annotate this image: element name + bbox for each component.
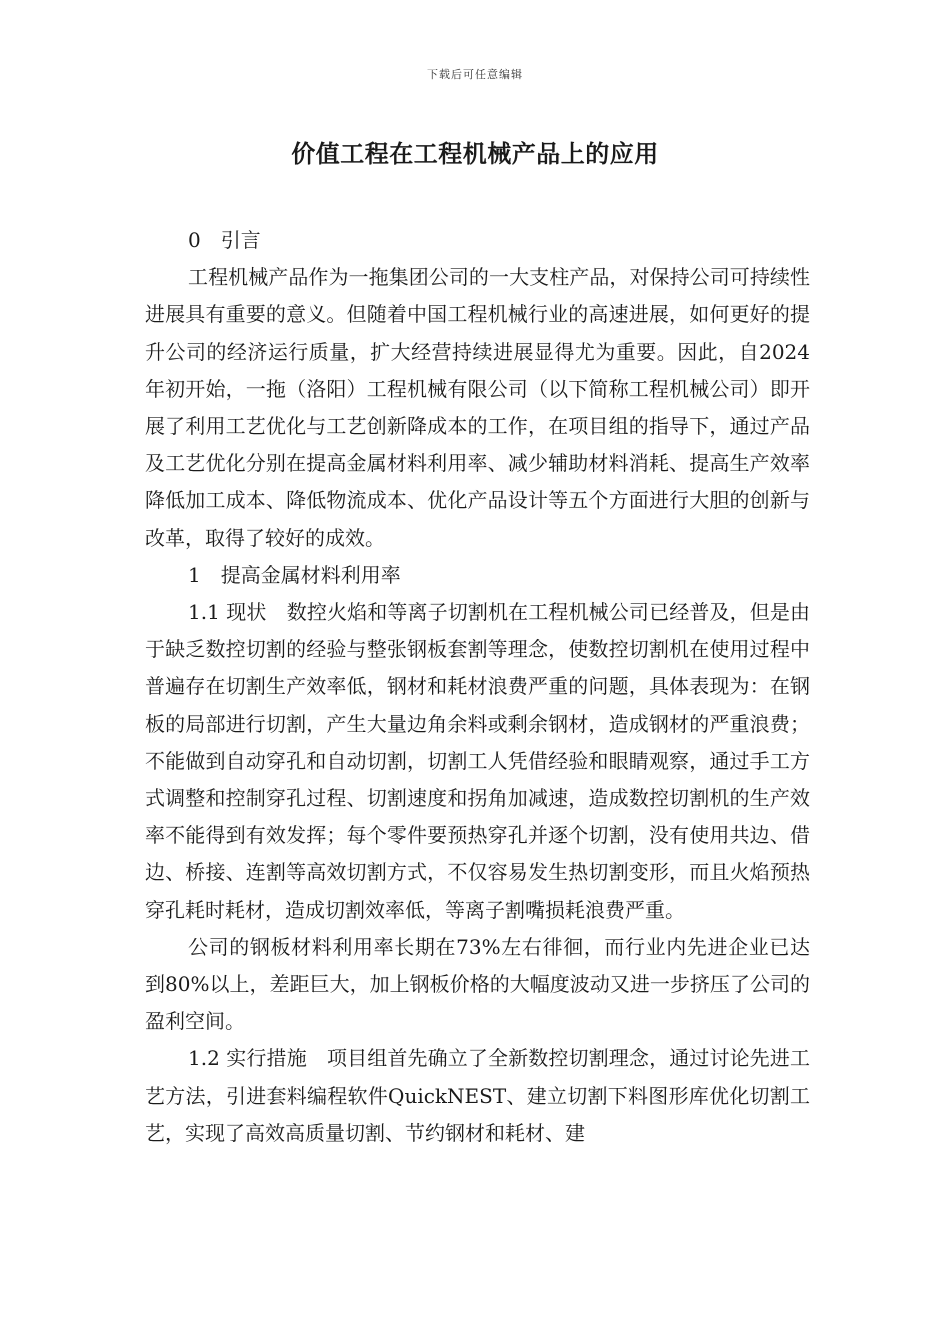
paragraph-measures: 1.2 实行措施 项目组首先确立了全新数控切割理念，通过讨论先进工艺方法，引进套料编程软件QuickNEST、建立切割下料图形库优化切割工艺，实现了高效高质量切割、节约钢材和耗材、建 — [145, 1046, 810, 1145]
paragraph-intro: 工程机械产品作为一拖集团公司的一大支柱产品，对保持公司可持续性进展具有重要的意义。但随着中国工程机械行业的高速进展，如何更好的提升公司的经济运行质量，扩大经营持续进展显得尤为重要。因此，自2024年初开始，一拖（洛阳）工程机械有限公司（以下简称工程机械公司）即开展了利用工艺优化与工艺创新降成本的工作，在项目组的指导下，通过产品及工艺优化分别在提高金属材料利用率、减少辅助材料消耗、提高生产效率降低加工成本、降低物流成本、优化产品设计等五个方面进行大胆的创新与改革，取得了较好的成效。 — [145, 265, 810, 550]
section-heading-metal-utilization: 1 提高金属材料利用率 — [188, 562, 401, 587]
paragraph-current-status: 1.1 现状 数控火焰和等离子切割机在工程机械公司已经普及，但是由于缺乏数控切割的经验与整张钢板套割等理念，使数控切割机在使用过程中普遍存在切割生产效率低，钢材和耗材浪费严重的问题，具体表现为：在钢板的局部进行切割，产生大量边角余料或剩余钢材，造成钢材的严重浪费；不能做到自动穿孔和自动切割，切割工人凭借经验和眼睛观察，通过手工方式调整和控制穿孔过程、切割速度和拐角加减速，造成数控切割机的生产效率不能得到有效发挥；每个零件要预热穿孔并逐个切割，没有使用共边、借边、桥接、连割等高效切割方式，不仅容易发生热切割变形，而且火焰预热穿孔耗时耗材，造成切割效率低，等离子割嘴损耗浪费严重。 — [145, 600, 810, 922]
section-heading-intro: 0 引言 — [188, 228, 261, 252]
document-body — [145, 222, 810, 1152]
paragraph-utilization-rate: 公司的钢板材料利用率长期在73%左右徘徊，而行业内先进企业已达到80%以上，差距巨大，加上钢板价格的大幅度波动又进一步挤压了公司的盈利空间。 — [145, 934, 810, 1034]
document-title: 价值工程在工程机械产品上的应用 — [291, 139, 659, 168]
header-note: 下载后可任意编辑 — [427, 68, 523, 81]
